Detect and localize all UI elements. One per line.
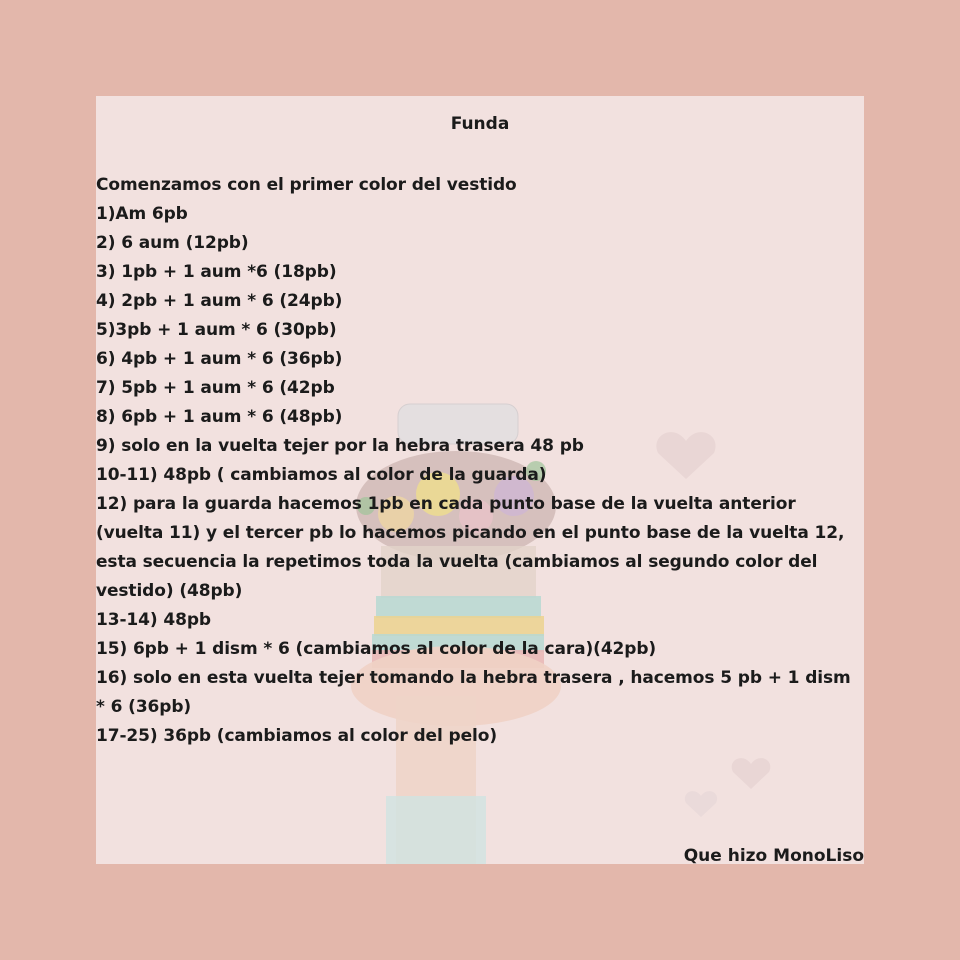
instruction-line: 7) 5pb + 1 aum * 6 (42pb bbox=[96, 378, 335, 398]
instruction-line: 13-14) 48pb bbox=[96, 610, 211, 630]
instruction-line: 5)3pb + 1 aum * 6 (30pb) bbox=[96, 320, 337, 340]
instruction-line: 15) 6pb + 1 dism * 6 (cambiamos al color de la cara)(42pb) bbox=[96, 639, 657, 659]
instruction-line: 12) para la guarda hacemos 1pb en cada punto base de la vuelta anterior bbox=[96, 494, 796, 514]
instruction-line: 2) 6 aum (12pb) bbox=[96, 233, 249, 253]
instruction-list bbox=[96, 171, 864, 751]
instruction-line: 4) 2pb + 1 aum * 6 (24pb) bbox=[96, 291, 343, 311]
instruction-line: 9) solo en la vuelta tejer por la hebra trasera 48 pb bbox=[96, 436, 584, 456]
instruction-line: 6) 4pb + 1 aum * 6 (36pb) bbox=[96, 349, 343, 369]
page-title: Funda bbox=[450, 114, 510, 134]
instruction-line: 8) 6pb + 1 aum * 6 (48pb) bbox=[96, 407, 343, 427]
instruction-line: vestido) (48pb) bbox=[96, 581, 243, 601]
instruction-line: esta secuencia la repetimos toda la vuelta (cambiamos al segundo color del bbox=[96, 552, 818, 572]
instruction-line: 3) 1pb + 1 aum *6 (18pb) bbox=[96, 262, 337, 282]
heart-icon bbox=[732, 758, 771, 789]
pattern-card bbox=[96, 96, 864, 864]
instruction-line: * 6 (36pb) bbox=[96, 697, 192, 717]
instruction-line: 1)Am 6pb bbox=[96, 204, 188, 224]
instruction-line: 10-11) 48pb ( cambiamos al color de la guarda) bbox=[96, 465, 547, 485]
heart-icon bbox=[685, 791, 717, 817]
author-credit: Que hizo MonoLiso bbox=[683, 846, 864, 864]
instruction-line: 17-25) 36pb (cambiamos al color del pelo) bbox=[96, 726, 498, 746]
instruction-line: (vuelta 11) y el tercer pb lo hacemos picando en el punto base de la vuelta 12, bbox=[96, 523, 845, 543]
instruction-line: Comenzamos con el primer color del vestido bbox=[96, 175, 517, 195]
instruction-line: 16) solo en esta vuelta tejer tomando la hebra trasera , hacemos 5 pb + 1 dism bbox=[96, 668, 851, 688]
